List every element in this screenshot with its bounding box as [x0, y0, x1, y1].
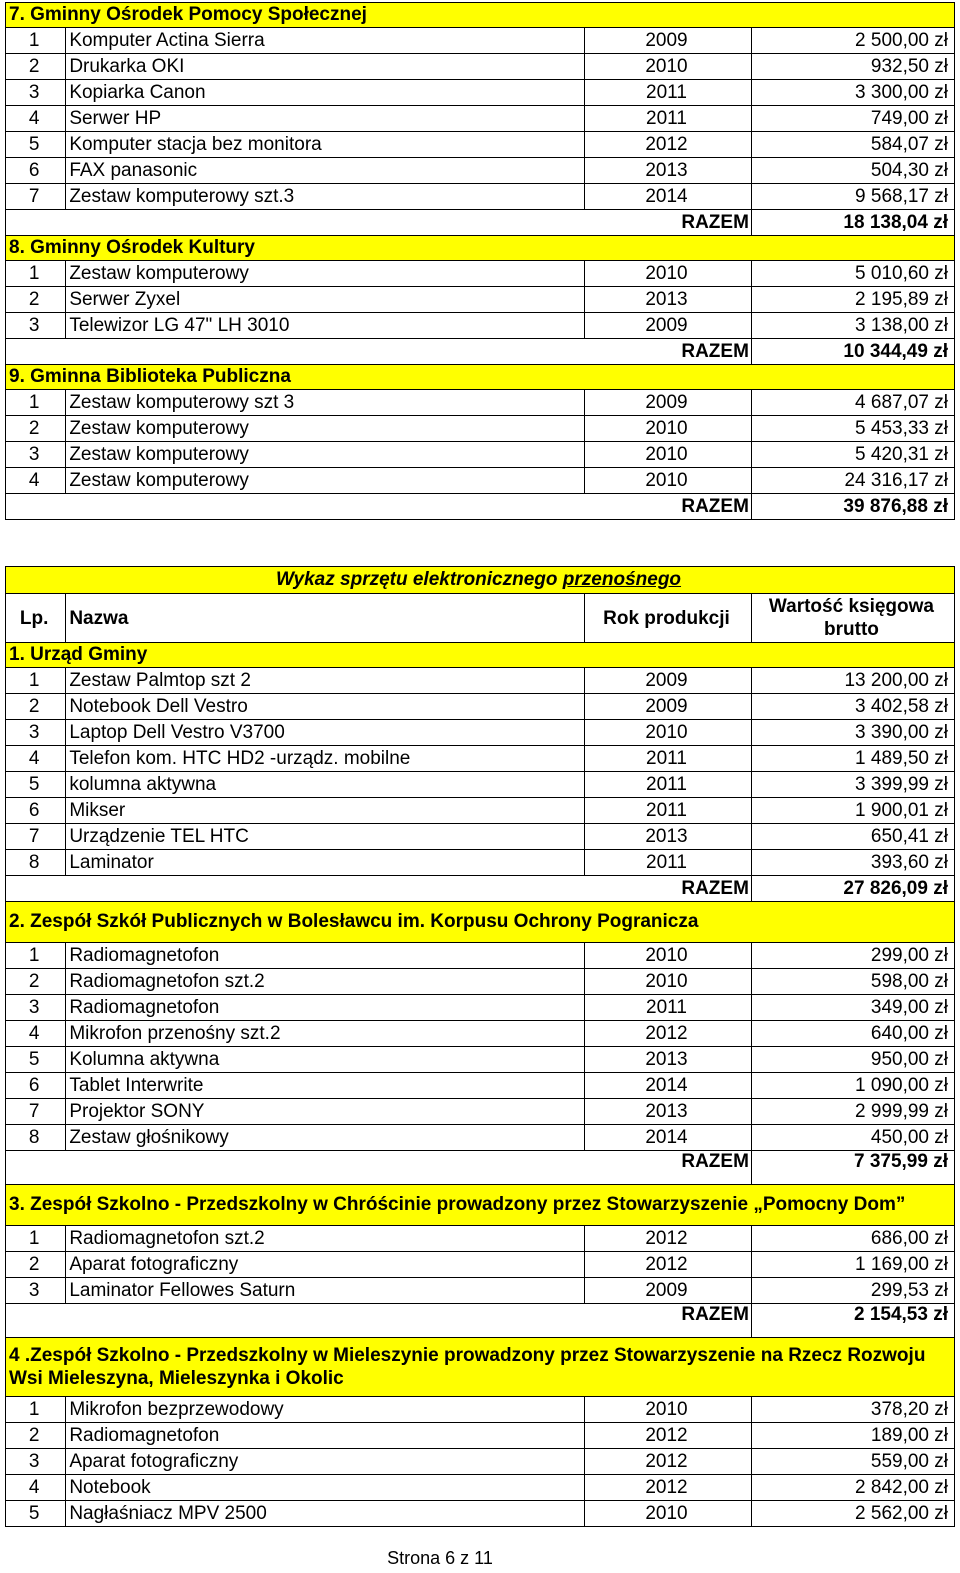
- table-row: [6, 1073, 955, 1099]
- table-row: [6, 824, 955, 850]
- table-row: [6, 995, 955, 1021]
- production-year: 2011: [585, 106, 752, 132]
- row-number: 2: [6, 694, 66, 720]
- item-name: Laminator: [66, 850, 585, 876]
- row-number: 1: [6, 28, 66, 54]
- production-year: 2010: [585, 416, 752, 442]
- item-name: Tablet Interwrite: [66, 1073, 585, 1099]
- table-row: [6, 261, 955, 287]
- row-number: 3: [6, 720, 66, 746]
- row-number: 2: [6, 1252, 66, 1278]
- column-header-row: [6, 594, 955, 643]
- row-number: 5: [6, 132, 66, 158]
- col-header-no: Lp.: [6, 594, 66, 643]
- item-name: Serwer Zyxel: [66, 287, 585, 313]
- table-row: [6, 390, 955, 416]
- book-value: 749,00 zł: [751, 106, 954, 132]
- production-year: 2010: [585, 261, 752, 287]
- table-row: [6, 184, 955, 210]
- production-year: 2012: [585, 1449, 752, 1475]
- total-spacer: [6, 876, 66, 902]
- table-row: [6, 1449, 955, 1475]
- book-value: 3 402,58 zł: [751, 694, 954, 720]
- production-year: 2011: [585, 995, 752, 1021]
- table-row: [6, 158, 955, 184]
- production-year: 2010: [585, 969, 752, 995]
- item-name: Zestaw komputerowy szt.3: [66, 184, 585, 210]
- book-value: 686,00 zł: [751, 1226, 954, 1252]
- book-value: 1 900,01 zł: [751, 798, 954, 824]
- portable-title: [6, 567, 955, 594]
- production-year: 2012: [585, 132, 752, 158]
- production-year: 2013: [585, 287, 752, 313]
- table-row: [6, 1278, 955, 1304]
- book-value: 640,00 zł: [751, 1021, 954, 1047]
- table-row: [6, 313, 955, 339]
- book-value: 5 010,60 zł: [751, 261, 954, 287]
- production-year: 2014: [585, 184, 752, 210]
- table-row: [6, 720, 955, 746]
- total-row: [6, 1304, 955, 1338]
- row-number: 3: [6, 1278, 66, 1304]
- table-row: [6, 416, 955, 442]
- table-row: [6, 1252, 955, 1278]
- section-title: 4 .Zespół Szkolno - Przedszkolny w Mieleszynie prowadzony przez Stowarzyszenie na Rzecz Rozwoju Wsi Mieleszyna, Mieleszynka i Okolic: [6, 1338, 955, 1397]
- book-value: 13 200,00 zł: [751, 668, 954, 694]
- item-name: Komputer Actina Sierra: [66, 28, 585, 54]
- row-number: 3: [6, 80, 66, 106]
- table-row: [6, 132, 955, 158]
- total-label: RAZEM: [585, 339, 752, 365]
- production-year: 2011: [585, 798, 752, 824]
- table-row: [6, 54, 955, 80]
- total-value: 2 154,53 zł: [751, 1304, 954, 1338]
- item-name: Telewizor LG 47" LH 3010: [66, 313, 585, 339]
- section-title: 7. Gminny Ośrodek Pomocy Społecznej: [6, 3, 955, 28]
- total-row: [6, 1151, 955, 1185]
- book-value: 2 195,89 zł: [751, 287, 954, 313]
- row-number: 3: [6, 313, 66, 339]
- item-name: Kopiarka Canon: [66, 80, 585, 106]
- table-row: [6, 1423, 955, 1449]
- table-row: [6, 668, 955, 694]
- book-value: 24 316,17 zł: [751, 468, 954, 494]
- production-year: 2012: [585, 1423, 752, 1449]
- production-year: 2014: [585, 1125, 752, 1151]
- book-value: 932,50 zł: [751, 54, 954, 80]
- book-value: 393,60 zł: [751, 850, 954, 876]
- item-name: Nagłaśniacz MPV 2500: [66, 1501, 585, 1527]
- item-name: Mikrofon bezprzewodowy: [66, 1397, 585, 1423]
- item-name: Laptop Dell Vestro V3700: [66, 720, 585, 746]
- total-spacer: [66, 1304, 585, 1338]
- book-value: 584,07 zł: [751, 132, 954, 158]
- total-spacer: [6, 210, 66, 236]
- book-value: 1 169,00 zł: [751, 1252, 954, 1278]
- total-value: 39 876,88 zł: [751, 494, 954, 520]
- item-name: Radiomagnetofon szt.2: [66, 1226, 585, 1252]
- row-number: 1: [6, 668, 66, 694]
- row-number: 5: [6, 1501, 66, 1527]
- table-row: [6, 28, 955, 54]
- item-name: Aparat fotograficzny: [66, 1252, 585, 1278]
- book-value: 2 500,00 zł: [751, 28, 954, 54]
- book-value: 349,00 zł: [751, 995, 954, 1021]
- item-name: Zestaw komputerowy: [66, 442, 585, 468]
- table-row: [6, 1099, 955, 1125]
- item-name: Radiomagnetofon szt.2: [66, 969, 585, 995]
- portable-title-row: [6, 567, 955, 594]
- table-row: [6, 1501, 955, 1527]
- item-name: kolumna aktywna: [66, 772, 585, 798]
- col-header-value: Wartość księgowa brutto: [751, 594, 954, 643]
- total-label: RAZEM: [585, 1151, 752, 1185]
- item-name: Radiomagnetofon: [66, 995, 585, 1021]
- total-row: [6, 339, 955, 365]
- total-value: 27 826,09 zł: [751, 876, 954, 902]
- table-row: [6, 1047, 955, 1073]
- book-value: 1 489,50 zł: [751, 746, 954, 772]
- row-number: 4: [6, 106, 66, 132]
- book-value: 4 687,07 zł: [751, 390, 954, 416]
- production-year: 2009: [585, 668, 752, 694]
- row-number: 8: [6, 850, 66, 876]
- row-number: 2: [6, 1423, 66, 1449]
- table-row: [6, 850, 955, 876]
- table-row: [6, 1397, 955, 1423]
- item-name: Serwer HP: [66, 106, 585, 132]
- book-value: 450,00 zł: [751, 1125, 954, 1151]
- item-name: Aparat fotograficzny: [66, 1449, 585, 1475]
- table-row: [6, 694, 955, 720]
- total-label: RAZEM: [585, 1304, 752, 1338]
- production-year: 2009: [585, 390, 752, 416]
- production-year: 2011: [585, 772, 752, 798]
- section-header-row: [6, 1338, 955, 1397]
- row-number: 5: [6, 1047, 66, 1073]
- book-value: 598,00 zł: [751, 969, 954, 995]
- book-value: 3 390,00 zł: [751, 720, 954, 746]
- book-value: 950,00 zł: [751, 1047, 954, 1073]
- item-name: Kolumna aktywna: [66, 1047, 585, 1073]
- item-name: Zestaw komputerowy szt 3: [66, 390, 585, 416]
- row-number: 2: [6, 969, 66, 995]
- book-value: 559,00 zł: [751, 1449, 954, 1475]
- production-year: 2009: [585, 313, 752, 339]
- portable-equipment-table: [5, 566, 955, 1527]
- col-header-name: Nazwa: [66, 594, 585, 643]
- item-name: Notebook Dell Vestro: [66, 694, 585, 720]
- production-year: 2009: [585, 28, 752, 54]
- total-spacer: [66, 494, 585, 520]
- total-spacer: [6, 1304, 66, 1338]
- production-year: 2010: [585, 468, 752, 494]
- item-name: Radiomagnetofon: [66, 943, 585, 969]
- production-year: 2009: [585, 694, 752, 720]
- row-number: 5: [6, 772, 66, 798]
- item-name: Komputer stacja bez monitora: [66, 132, 585, 158]
- item-name: Zestaw komputerowy: [66, 468, 585, 494]
- section-header-row: [6, 365, 955, 390]
- item-name: Zestaw głośnikowy: [66, 1125, 585, 1151]
- book-value: 2 842,00 zł: [751, 1475, 954, 1501]
- production-year: 2012: [585, 1226, 752, 1252]
- production-year: 2013: [585, 824, 752, 850]
- book-value: 504,30 zł: [751, 158, 954, 184]
- production-year: 2012: [585, 1252, 752, 1278]
- table-row: [6, 1475, 955, 1501]
- book-value: 378,20 zł: [751, 1397, 954, 1423]
- total-value: 18 138,04 zł: [751, 210, 954, 236]
- production-year: 2010: [585, 1501, 752, 1527]
- row-number: 3: [6, 442, 66, 468]
- section-header-row: [6, 902, 955, 943]
- total-label: RAZEM: [585, 210, 752, 236]
- total-row: [6, 210, 955, 236]
- item-name: Drukarka OKI: [66, 54, 585, 80]
- page-footer: Strona 6 z 11: [387, 1548, 493, 1568]
- table-row: [6, 746, 955, 772]
- row-number: 4: [6, 1475, 66, 1501]
- book-value: 5 453,33 zł: [751, 416, 954, 442]
- production-year: 2014: [585, 1073, 752, 1099]
- row-number: 1: [6, 1226, 66, 1252]
- row-number: 2: [6, 287, 66, 313]
- row-number: 4: [6, 746, 66, 772]
- book-value: 9 568,17 zł: [751, 184, 954, 210]
- production-year: 2010: [585, 442, 752, 468]
- table-row: [6, 1125, 955, 1151]
- total-row: [6, 876, 955, 902]
- book-value: 5 420,31 zł: [751, 442, 954, 468]
- book-value: 650,41 zł: [751, 824, 954, 850]
- row-number: 6: [6, 158, 66, 184]
- production-year: 2013: [585, 158, 752, 184]
- book-value: 299,53 zł: [751, 1278, 954, 1304]
- production-year: 2009: [585, 1278, 752, 1304]
- row-number: 7: [6, 184, 66, 210]
- table-row: [6, 1226, 955, 1252]
- total-label: RAZEM: [585, 494, 752, 520]
- row-number: 1: [6, 390, 66, 416]
- row-number: 4: [6, 468, 66, 494]
- book-value: 1 090,00 zł: [751, 1073, 954, 1099]
- book-value: 2 999,99 zł: [751, 1099, 954, 1125]
- total-spacer: [6, 339, 66, 365]
- total-spacer: [66, 876, 585, 902]
- book-value: 299,00 zł: [751, 943, 954, 969]
- total-spacer: [66, 1151, 585, 1185]
- item-name: Zestaw komputerowy: [66, 261, 585, 287]
- row-number: 6: [6, 1073, 66, 1099]
- book-value: 3 300,00 zł: [751, 80, 954, 106]
- row-number: 1: [6, 943, 66, 969]
- section-header-row: [6, 643, 955, 668]
- section-header-row: [6, 236, 955, 261]
- item-name: Notebook: [66, 1475, 585, 1501]
- total-spacer: [66, 210, 585, 236]
- section-title: 3. Zespół Szkolno - Przedszkolny w Chróścinie prowadzony przez Stowarzyszenie „Pomocny Dom”: [6, 1185, 955, 1226]
- row-number: 7: [6, 1099, 66, 1125]
- item-name: Projektor SONY: [66, 1099, 585, 1125]
- row-number: 1: [6, 1397, 66, 1423]
- row-number: 3: [6, 1449, 66, 1475]
- item-name: Mikser: [66, 798, 585, 824]
- section-header-row: [6, 1185, 955, 1226]
- total-row: [6, 494, 955, 520]
- book-value: 189,00 zł: [751, 1423, 954, 1449]
- book-value: 3 399,99 zł: [751, 772, 954, 798]
- production-year: 2011: [585, 80, 752, 106]
- section-header-row: [6, 3, 955, 28]
- production-year: 2013: [585, 1047, 752, 1073]
- section-title: 2. Zespół Szkół Publicznych w Bolesławcu im. Korpusu Ochrony Pogranicza: [6, 902, 955, 943]
- table-row: [6, 468, 955, 494]
- production-year: 2010: [585, 54, 752, 80]
- total-spacer: [6, 494, 66, 520]
- production-year: 2013: [585, 1099, 752, 1125]
- table-row: [6, 80, 955, 106]
- table-row: [6, 969, 955, 995]
- production-year: 2012: [585, 1475, 752, 1501]
- table-row: [6, 1021, 955, 1047]
- item-name: Radiomagnetofon: [66, 1423, 585, 1449]
- row-number: 8: [6, 1125, 66, 1151]
- total-value: 10 344,49 zł: [751, 339, 954, 365]
- book-value: 3 138,00 zł: [751, 313, 954, 339]
- table-row: [6, 798, 955, 824]
- total-label: RAZEM: [585, 876, 752, 902]
- row-number: 3: [6, 995, 66, 1021]
- table-row: [6, 442, 955, 468]
- production-year: 2010: [585, 1397, 752, 1423]
- table-row: [6, 287, 955, 313]
- item-name: Mikrofon przenośny szt.2: [66, 1021, 585, 1047]
- portable-title-text: Wykaz sprzętu elektronicznego: [275, 569, 563, 590]
- table-row: [6, 772, 955, 798]
- section-title: 8. Gminny Ośrodek Kultury: [6, 236, 955, 261]
- item-name: FAX panasonic: [66, 158, 585, 184]
- item-name: Zestaw komputerowy: [66, 416, 585, 442]
- production-year: 2010: [585, 720, 752, 746]
- table-row: [6, 943, 955, 969]
- production-year: 2010: [585, 943, 752, 969]
- portable-title-underlined: przenośnego: [562, 569, 682, 590]
- row-number: 7: [6, 824, 66, 850]
- production-year: 2012: [585, 1021, 752, 1047]
- total-value: 7 375,99 zł: [751, 1151, 954, 1185]
- table-row: [6, 106, 955, 132]
- section-gap: [5, 520, 955, 566]
- row-number: 2: [6, 416, 66, 442]
- item-name: Laminator Fellowes Saturn: [66, 1278, 585, 1304]
- item-name: Telefon kom. HTC HD2 -urządz. mobilne: [66, 746, 585, 772]
- production-year: 2011: [585, 850, 752, 876]
- section-title: 9. Gminna Biblioteka Publiczna: [6, 365, 955, 390]
- book-value: 2 562,00 zł: [751, 1501, 954, 1527]
- item-name: Urządzenie TEL HTC: [66, 824, 585, 850]
- item-name: Zestaw Palmtop szt 2: [66, 668, 585, 694]
- row-number: 6: [6, 798, 66, 824]
- total-spacer: [66, 339, 585, 365]
- row-number: 2: [6, 54, 66, 80]
- section-title: 1. Urząd Gminy: [6, 643, 955, 668]
- row-number: 1: [6, 261, 66, 287]
- production-year: 2011: [585, 746, 752, 772]
- fixed-equipment-table: [5, 2, 955, 520]
- col-header-year: Rok produkcji: [585, 594, 752, 643]
- row-number: 4: [6, 1021, 66, 1047]
- total-spacer: [6, 1151, 66, 1185]
